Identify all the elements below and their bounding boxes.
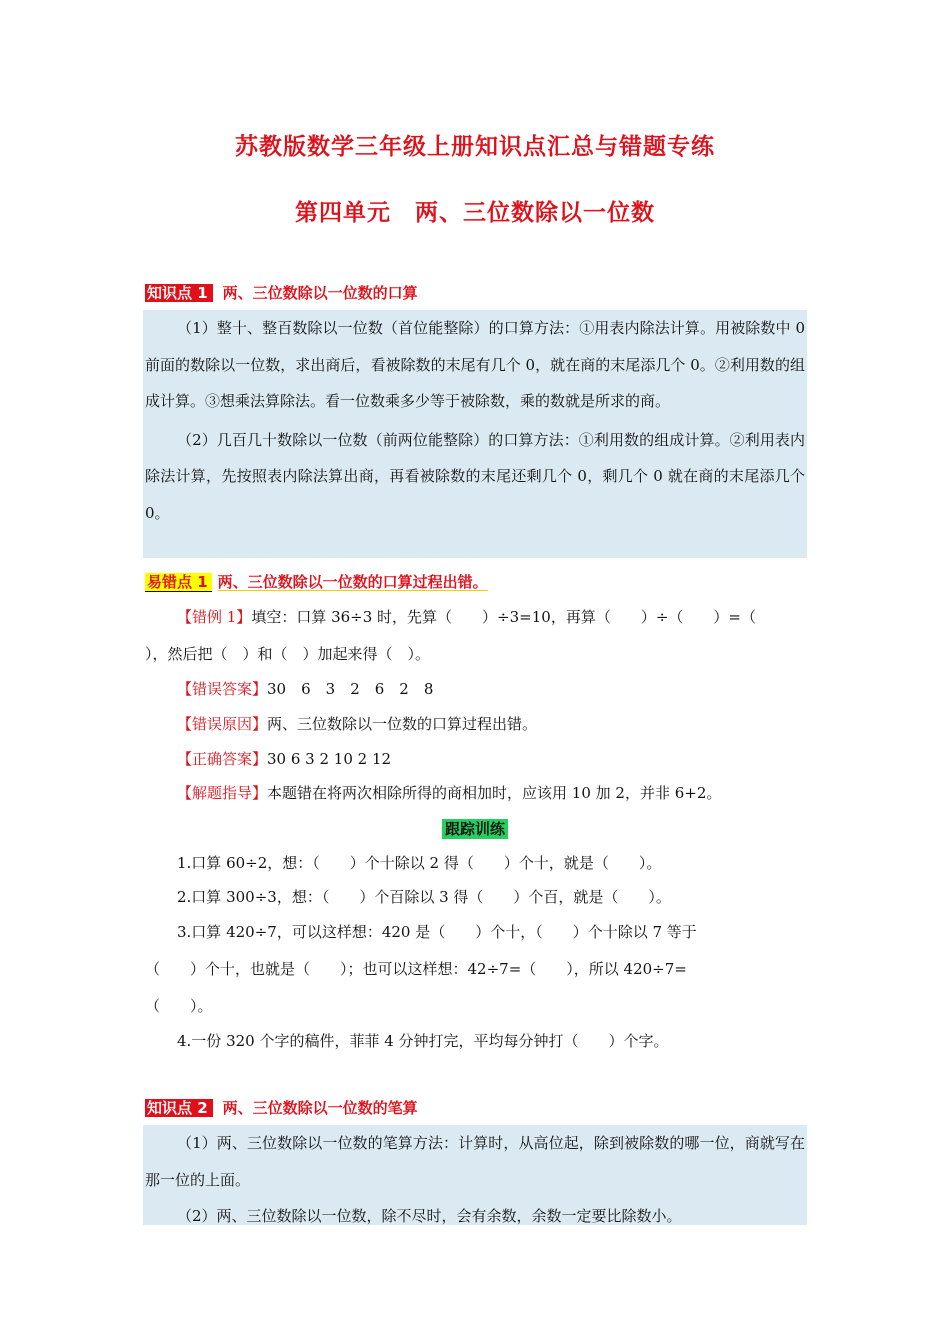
practice-question-3-line-2: （ ）个十，也就是（ ）；也可以这样想：42÷7=（ ），所以 420÷7= xyxy=(145,960,687,978)
error-example-tag: 【错例 1】 xyxy=(177,608,252,626)
practice-question-4: 4.一份 320 个字的稿件，菲菲 4 分钟打完，平均每分钟打（ ）个字。 xyxy=(177,1032,669,1050)
document-title: 苏教版数学三年级上册知识点汇总与错题专练 xyxy=(235,134,715,160)
error-point-1-tag: 易错点 1 xyxy=(145,573,212,592)
error-reason-tag: 【错误原因】 xyxy=(177,715,268,733)
knowledge-point-1-para-2: （2）几百几十数除以一位数（前两位能整除）的口算方法：①利用数的组成计算。②利用表内除法计算，先按照表内除法算出商，再看被除数的末尾还剩几个 0，剩几个 0 就在商的末尾添几个 0。 xyxy=(145,430,805,522)
knowledge-point-2-tag: 知识点 2 xyxy=(145,1099,213,1117)
practice-title: 跟踪训练 xyxy=(442,819,508,839)
error-point-1-title: 两、三位数除以一位数的口算过程出错。 xyxy=(217,573,488,591)
solution-guide-tag: 【解题指导】 xyxy=(177,784,268,802)
knowledge-point-2-para-1: （1）两、三位数除以一位数的笔算方法：计算时，从高位起，除到被除数的哪一位，商就写在那一位的上面。 xyxy=(145,1134,805,1189)
knowledge-point-1-box xyxy=(143,310,807,558)
knowledge-point-2-title: 两、三位数除以一位数的笔算 xyxy=(222,1099,418,1117)
solution-guide-text: 本题错在将两次相除所得的商相加时，应该用 10 加 2，并非 6+2。 xyxy=(267,784,722,802)
knowledge-point-1-tag: 知识点 1 xyxy=(145,284,213,302)
practice-question-1: 1.口算 60÷2，想：（ ）个十除以 2 得（ ）个十，就是（ ）。 xyxy=(177,854,662,872)
error-point-1-heading xyxy=(145,572,488,592)
wrong-answer-line xyxy=(177,679,433,699)
knowledge-point-1-heading xyxy=(145,283,418,303)
practice-question-2: 2.口算 300÷3，想：（ ）个百除以 3 得（ ）个百，就是（ ）。 xyxy=(177,888,671,906)
knowledge-point-2-para-2: （2）两、三位数除以一位数，除不尽时，会有余数，余数一定要比除数小。 xyxy=(177,1207,682,1225)
wrong-answer-tag: 【错误答案】 xyxy=(177,680,268,698)
correct-answer-line xyxy=(177,749,391,769)
error-example-line-1 xyxy=(177,607,756,627)
error-reason-line xyxy=(177,714,537,734)
solution-guide-line xyxy=(177,783,721,803)
practice-heading xyxy=(0,818,950,839)
knowledge-point-2-box xyxy=(143,1125,807,1225)
practice-question-3-line-1: 3.口算 420÷7，可以这样想：420 是（ ）个十，（ ）个十除以 7 等于 xyxy=(177,923,697,941)
error-example-text-1: 填空：口算 36÷3 时，先算（ ）÷3=10，再算（ ）÷（ ）=（ xyxy=(251,608,756,626)
knowledge-point-1-para-1: （1）整十、整百数除以一位数（首位能整除）的口算方法：①用表内除法计算。用被除数中 0 前面的数除以一位数，求出商后，看被除数的末尾有几个 0，就在商的末尾添几个 0。②利用数的组成计算。③想乘法算除法。看一位数乘多少等于被除数，乘的数就是所求的商。 xyxy=(145,319,805,410)
knowledge-point-2-heading xyxy=(145,1098,418,1118)
wrong-answer-text: 30 6 3 2 6 2 8 xyxy=(267,680,434,698)
error-example-text-2: ），然后把（ ）和（ ）加起来得（ ）。 xyxy=(145,645,431,663)
knowledge-point-1-title: 两、三位数除以一位数的口算 xyxy=(222,284,418,302)
unit-title: 第四单元 两、三位数除以一位数 xyxy=(295,200,655,226)
practice-question-3-line-3: （ ）。 xyxy=(145,997,213,1015)
correct-answer-tag: 【正确答案】 xyxy=(177,750,268,768)
error-reason-text: 两、三位数除以一位数的口算过程出错。 xyxy=(267,715,538,733)
correct-answer-text: 30 6 3 2 10 2 12 xyxy=(267,750,392,768)
